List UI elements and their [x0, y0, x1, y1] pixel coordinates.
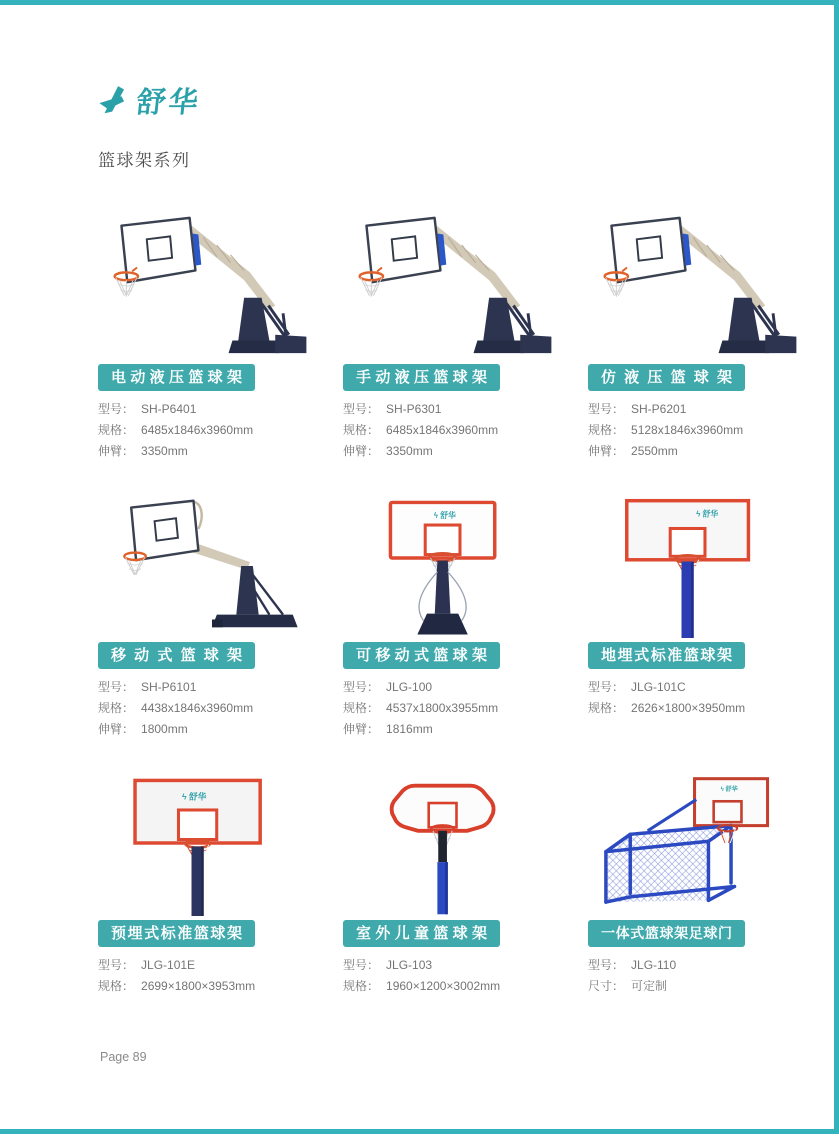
spec-value: 2550mm — [631, 444, 678, 458]
spec-row — [98, 399, 343, 420]
spec-label: 型号： — [588, 402, 625, 416]
product-specs — [98, 399, 343, 462]
product-card — [98, 210, 343, 488]
product-title-banner: 仿液压篮球架 — [588, 364, 745, 391]
spec-row — [588, 955, 833, 976]
product-title-banner: 室外儿童篮球架 — [343, 920, 500, 947]
product-card — [98, 488, 343, 766]
spec-value: 4438x1846x3960mm — [141, 701, 254, 715]
product-title-banner: 预埋式标准篮球架 — [98, 920, 255, 947]
spec-value: 1960×1200×3002mm — [386, 979, 501, 993]
imitation-hydraulic-stand-image — [588, 210, 833, 360]
spec-row — [98, 420, 343, 441]
spec-row — [588, 677, 833, 698]
spec-row — [98, 698, 343, 719]
product-specs — [588, 677, 833, 719]
product-title-banner: 一体式篮球架足球门 — [588, 920, 745, 947]
spec-value: JLG-100 — [386, 680, 433, 694]
spec-label: 型号： — [343, 680, 380, 694]
spec-label: 型号： — [98, 402, 135, 416]
spec-label: 伸臂： — [343, 722, 380, 736]
spec-row — [343, 420, 588, 441]
spec-value: 3350mm — [141, 444, 188, 458]
spec-row — [98, 677, 343, 698]
mobile-stand-image — [98, 488, 343, 638]
spec-label: 规格： — [343, 423, 380, 437]
product-title-banner: 可移动式篮球架 — [343, 642, 500, 669]
spec-row — [98, 955, 343, 976]
spec-value: 1816mm — [386, 722, 433, 736]
spec-row — [98, 976, 343, 997]
spec-row — [588, 420, 833, 441]
product-specs — [588, 399, 833, 462]
page-border-top — [0, 0, 839, 5]
spec-value: SH-P6301 — [386, 402, 442, 416]
manual-hydraulic-stand-image — [343, 210, 588, 360]
spec-row — [343, 976, 588, 997]
spec-label: 型号： — [588, 958, 625, 972]
inground-standard-stand-image — [588, 488, 833, 638]
shuhua-lightning-icon — [96, 81, 130, 120]
spec-row — [98, 719, 343, 740]
product-card — [343, 488, 588, 766]
product-specs — [343, 955, 588, 997]
spec-value: 4537x1800x3955mm — [386, 701, 499, 715]
brand-logo — [96, 80, 201, 121]
page-border-bottom — [0, 1129, 839, 1134]
product-specs — [588, 955, 833, 997]
spec-label: 伸臂： — [98, 444, 135, 458]
product-specs — [343, 677, 588, 740]
spec-label: 型号： — [98, 680, 135, 694]
spec-label: 规格： — [588, 701, 625, 715]
spec-row — [343, 698, 588, 719]
product-card — [343, 766, 588, 1044]
spec-label: 规格： — [343, 979, 380, 993]
electric-hydraulic-stand-image — [98, 210, 343, 360]
svg-text:ϟ 舒华: ϟ 舒华 — [696, 509, 719, 519]
spec-value: 2699×1800×3953mm — [141, 979, 256, 993]
spec-row — [343, 955, 588, 976]
spec-value: JLG-101C — [631, 680, 686, 694]
product-card — [588, 210, 833, 488]
page-title: 篮球架系列 — [98, 151, 191, 170]
spec-label: 规格： — [98, 979, 135, 993]
svg-text:ϟ 舒华: ϟ 舒华 — [720, 785, 738, 793]
embedded-standard-stand-image — [98, 766, 343, 916]
spec-label: 规格： — [588, 423, 625, 437]
spec-value: JLG-110 — [631, 958, 677, 972]
spec-row — [588, 698, 833, 719]
product-card — [588, 488, 833, 766]
product-card — [98, 766, 343, 1044]
spec-value: 3350mm — [386, 444, 433, 458]
spec-value: 可定制 — [631, 979, 668, 993]
spec-row — [588, 441, 833, 462]
page-number: Page 89 — [100, 1050, 147, 1064]
product-card — [588, 766, 833, 1044]
spec-row — [98, 441, 343, 462]
spec-value: 6485x1846x3960mm — [141, 423, 254, 437]
spec-row — [588, 976, 833, 997]
spec-label: 型号： — [343, 958, 380, 972]
product-specs — [98, 677, 343, 740]
svg-text:ϟ 舒华: ϟ 舒华 — [181, 791, 207, 802]
spec-value: SH-P6201 — [631, 402, 687, 416]
spec-value: 1800mm — [141, 722, 188, 736]
product-title-banner: 移动式篮球架 — [98, 642, 255, 669]
svg-text:ϟ 舒华: ϟ 舒华 — [433, 511, 456, 521]
spec-value: JLG-103 — [386, 958, 433, 972]
product-title-banner: 地埋式标准篮球架 — [588, 642, 745, 669]
spec-label: 型号： — [98, 958, 135, 972]
spec-label: 规格： — [343, 701, 380, 715]
combo-hoop-soccer-goal-image — [588, 766, 833, 916]
spec-value: JLG-101E — [141, 958, 196, 972]
spec-label: 规格： — [98, 701, 135, 715]
spec-row — [343, 677, 588, 698]
spec-value: 5128x1846x3960mm — [631, 423, 744, 437]
spec-row — [343, 719, 588, 740]
spec-label: 伸臂： — [343, 444, 380, 458]
spec-label: 伸臂： — [98, 722, 135, 736]
portable-stand-front-image — [343, 488, 588, 638]
spec-value: 2626×1800×3950mm — [631, 701, 746, 715]
product-card — [343, 210, 588, 488]
spec-label: 尺寸： — [588, 979, 625, 993]
product-title-banner: 电动液压篮球架 — [98, 364, 255, 391]
spec-row — [588, 399, 833, 420]
product-grid — [98, 210, 833, 1044]
spec-value: 6485x1846x3960mm — [386, 423, 499, 437]
spec-label: 规格： — [98, 423, 135, 437]
spec-label: 型号： — [343, 402, 380, 416]
spec-value: SH-P6401 — [141, 402, 197, 416]
page-border-right — [834, 0, 839, 1134]
spec-value: SH-P6101 — [141, 680, 197, 694]
spec-row — [343, 399, 588, 420]
spec-label: 型号： — [588, 680, 625, 694]
product-specs — [98, 955, 343, 997]
outdoor-kids-stand-image — [343, 766, 588, 916]
brand-name: 舒华 — [135, 87, 203, 119]
product-specs — [343, 399, 588, 462]
product-title-banner: 手动液压篮球架 — [343, 364, 500, 391]
spec-label: 伸臂： — [588, 444, 625, 458]
spec-row — [343, 441, 588, 462]
